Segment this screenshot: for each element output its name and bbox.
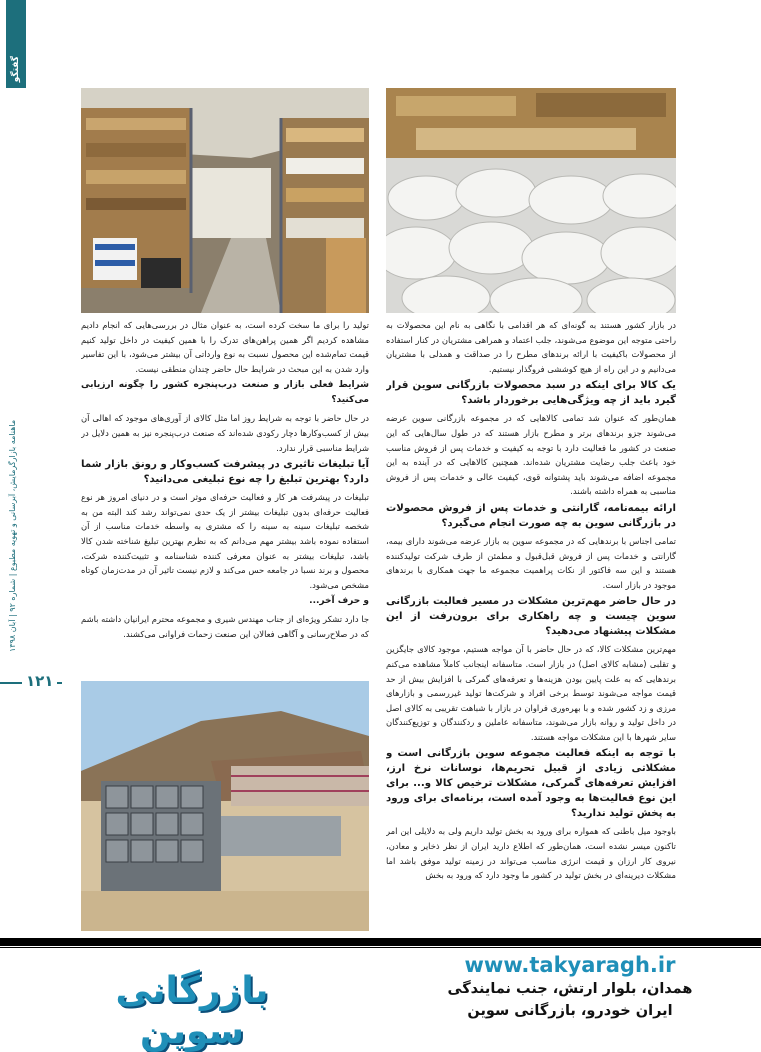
page-sidebar xyxy=(0,0,32,1045)
interview-question: آیا تبلیغات تاثیری در پیشرفت کسب‌وکار و رونق بازار شما دارد؟ بهترین تبلیغ را چه نوع تبلیغی می‌دانید؟ xyxy=(81,459,369,486)
address-line-1: همدان، بلوار ارتش، جنب نمایندگی xyxy=(447,981,693,997)
paragraph: جا دارد تشکر ویژه‌ای از جناب مهندس شیری و مجموعه محترم ایرانیان داشته باشم که در صلاح‌رسانی و آگاهی فعالان این صنعت زحمات فراوانی می‌کشند. xyxy=(81,614,369,639)
warehouse-image xyxy=(81,88,369,313)
brand-logo-text: بازرگانی سوین xyxy=(115,970,269,1052)
paragraph: تبلیغات در پیشرفت هر کار و فعالیت حرفه‌ای موثر است و در دنیای امروز هر نوع فعالیت حرفه‌ای بدون تبلیغات بیشتر از یک حدی نمی‌تواند رشد کند البته من به شخصه تبلیغات سینه به سینه را که مشتری به واسطه خدمات مناسب از آن استفاده نموده باشد بیشتر مهم می‌دانم که به نظرم بهترین تبلیغ شناخته شدن کالا باشد، تبلیغات بیشتر به عنوان معرفی کننده شناسنامه و تثبیت‌کننده شرکت، محصول و برند نسبا در جامعه حس می‌کند و لازم نیست تاثیر آن در مدت‌زمان کوتاه مشخص می‌شود. xyxy=(81,492,369,590)
section-tab xyxy=(6,0,26,88)
section-label: گفتگو xyxy=(11,55,21,82)
footer-divider xyxy=(0,938,761,946)
footer-contact xyxy=(420,952,720,1022)
yard-photo xyxy=(81,681,369,931)
interview-question: شرایط فعلی بازار و صنعت درب‌پنجره کشور را چگونه ارزیابی می‌کنید؟ xyxy=(81,380,369,406)
left-article-column xyxy=(81,318,369,674)
footer-divider-thin xyxy=(0,947,761,948)
paragraph: تمامی اجناس با برندهایی که در مجموعه سوین به بازار عرضه می‌شوند دارای بیمه، گارانتی و خدمات پس از فروش قبل‌قبول و مطمئن از طرف شرکت تولیدکننده هستند و این سه فاکتور از نکات پراهمیت مجموعه ما جهت همکاری با برندهای موجود در بازار است. xyxy=(386,535,676,590)
page-number-box xyxy=(0,672,62,694)
website-url: www.takyaragh.ir xyxy=(464,953,676,977)
yard-image xyxy=(81,681,369,931)
interview-question: یک کالا برای اینکه در سبد محصولات بازرگانی سوین قرار گیرد باید از چه ویژگی‌هایی برخوردار باشد؟ xyxy=(386,380,676,407)
paragraph: مهم‌ترین مشکلات کالا، که در حال حاضر با آن مواجه هستیم، موجود کالای جایگزین و تقلبی (مشابه کالای اصل) در بازار است. متاسفانه اینجانب کاملاً مشاهده می‌کنم برندهایی که به علت پایین بودن هزینه‌ها و تعرفه‌های گمرکی با افزایش بیش از حد قیمت مواجه می‌شوند توسط برخی افراد و شرکت‌ها تولید غیررسمی و بازارهای مرزی و زد کشور شده و با بهره‌وری فراوان در بازار با شباهت تقریبی به کالای اصل در داخل تولید و روانه بازار می‌شوند، متاسفانه عاملین و ردکنندگان و توزیع‌کنندگان سایر شهرها با این مشکلات مواجه هستند. xyxy=(386,644,676,742)
address-line-2: ایران خودرو، بازرگانی سوین xyxy=(467,1003,673,1019)
page-number: ۱۲۱ xyxy=(22,672,57,690)
pipes-photo xyxy=(386,88,676,313)
right-article-column xyxy=(386,318,676,930)
paragraph: در حال حاضر با توجه به شرایط روز اما مثل کالای از آوری‌های موجود که اهالی آن بیش از کسب‌وکارها دچار رکودی شده‌اند که صنعت درب‌پنجره نیز به همین دلایل در شرایط مناسبی قرار ندارد. xyxy=(81,413,369,453)
magazine-caption: ماهنامه بازارگرمایش، آبرسانی و تهویه مطبوع | شماره ۹۲ | آبان ۱۳۹۸ xyxy=(8,419,17,652)
paragraph: تولید را برای ما سخت کرده است، به عنوان مثال در بررسی‌هایی که انجام دادیم مشاهده کردیم اگر همین پراهن‌های تدرک را با همین کیفیت در داخل تولید کنیم قیمت تمام‌شده این محصول نسبت به نوع وارداتی آن بیشتر می‌شود، با این تفاسیر وارد شدن به این مبحث در شرایط حال حاضر چندان منطقی نیست. xyxy=(81,320,369,374)
paragraph: باوجود میل باطنی که همواره برای ورود به بخش تولید داریم ولی به دلایلی این امر تاکنون میسر نشده است، همان‌طور که اطلاع دارید ایران از نظر ذخایر و معادن، نیروی کار ارزان و قیمت انرژی مناسب می‌تواند در زمینه تولید موفق باشد اما مشکلات دیرینه‌ای در بخش تولید در کشور ما وجود دارد که ورود به بخش xyxy=(386,826,676,881)
interview-question: و حرف آخر... xyxy=(309,596,369,607)
pipes-image xyxy=(386,88,676,313)
interview-question: در حال حاضر مهم‌ترین مشکلات در مسیر فعالیت بازرگانی سوین چیست و چه راهکاری برای برون‌رفت از این مشکلات پیشنهاد می‌دهید؟ xyxy=(386,596,676,638)
paragraph: در بازار کشور هستند به گونه‌ای که هر اقدامی با نگاهی به نام این محصولات به راحتی متوجه این موضوع می‌شوند، جلب اعتماد و همراهی مشتریان در کنار استفاده از محصولات باکیفیت با ارائه برندهای مطرح را در صداقت و همدلی با مشتریان می‌دانیم و در این راه از هیچ کوششی فروگذار نیستیم. xyxy=(386,320,676,374)
paragraph: همان‌طور که عنوان شد تمامی کالاهایی که در مجموعه بازرگانی سوین عرضه می‌شوند جزو برندهای برتر و مطرح بازار هستند که در طول سال‌هایی که این صنعت در کشور ما فعالیت دارد با توجه به کیفیت و خدمات پس از فروش مناسب خود باعث جلب رضایت مشتریان شده‌اند. همچنین کالاهایی که در آینده به این مجموعه اضافه می‌شوند باید پشتوانه قوی، کیفیت عالی و خدمات پس از فروش مناسبی به همراه داشته باشند. xyxy=(386,413,676,497)
interview-question: ارائه بیمه‌نامه، گارانتی و خدمات پس از فروش محصولات در بازرگانی سوین به چه صورت انجام می‌گیرد؟ xyxy=(386,502,676,529)
warehouse-photo xyxy=(81,88,369,313)
interview-question: با توجه به اینکه فعالیت مجموعه سوین بازرگانی است و مشکلاتی زیادی از قبیل تحریم‌ها، نوسانات نرخ ارز، افزایش تعرفه‌های گمرکی، مشکلات ترخیص کالا و... برای این نوع فعالیت‌ها به وجود آمده است، برنامه‌ای برای ورود به پخش تولید ندارید؟ xyxy=(386,748,676,820)
